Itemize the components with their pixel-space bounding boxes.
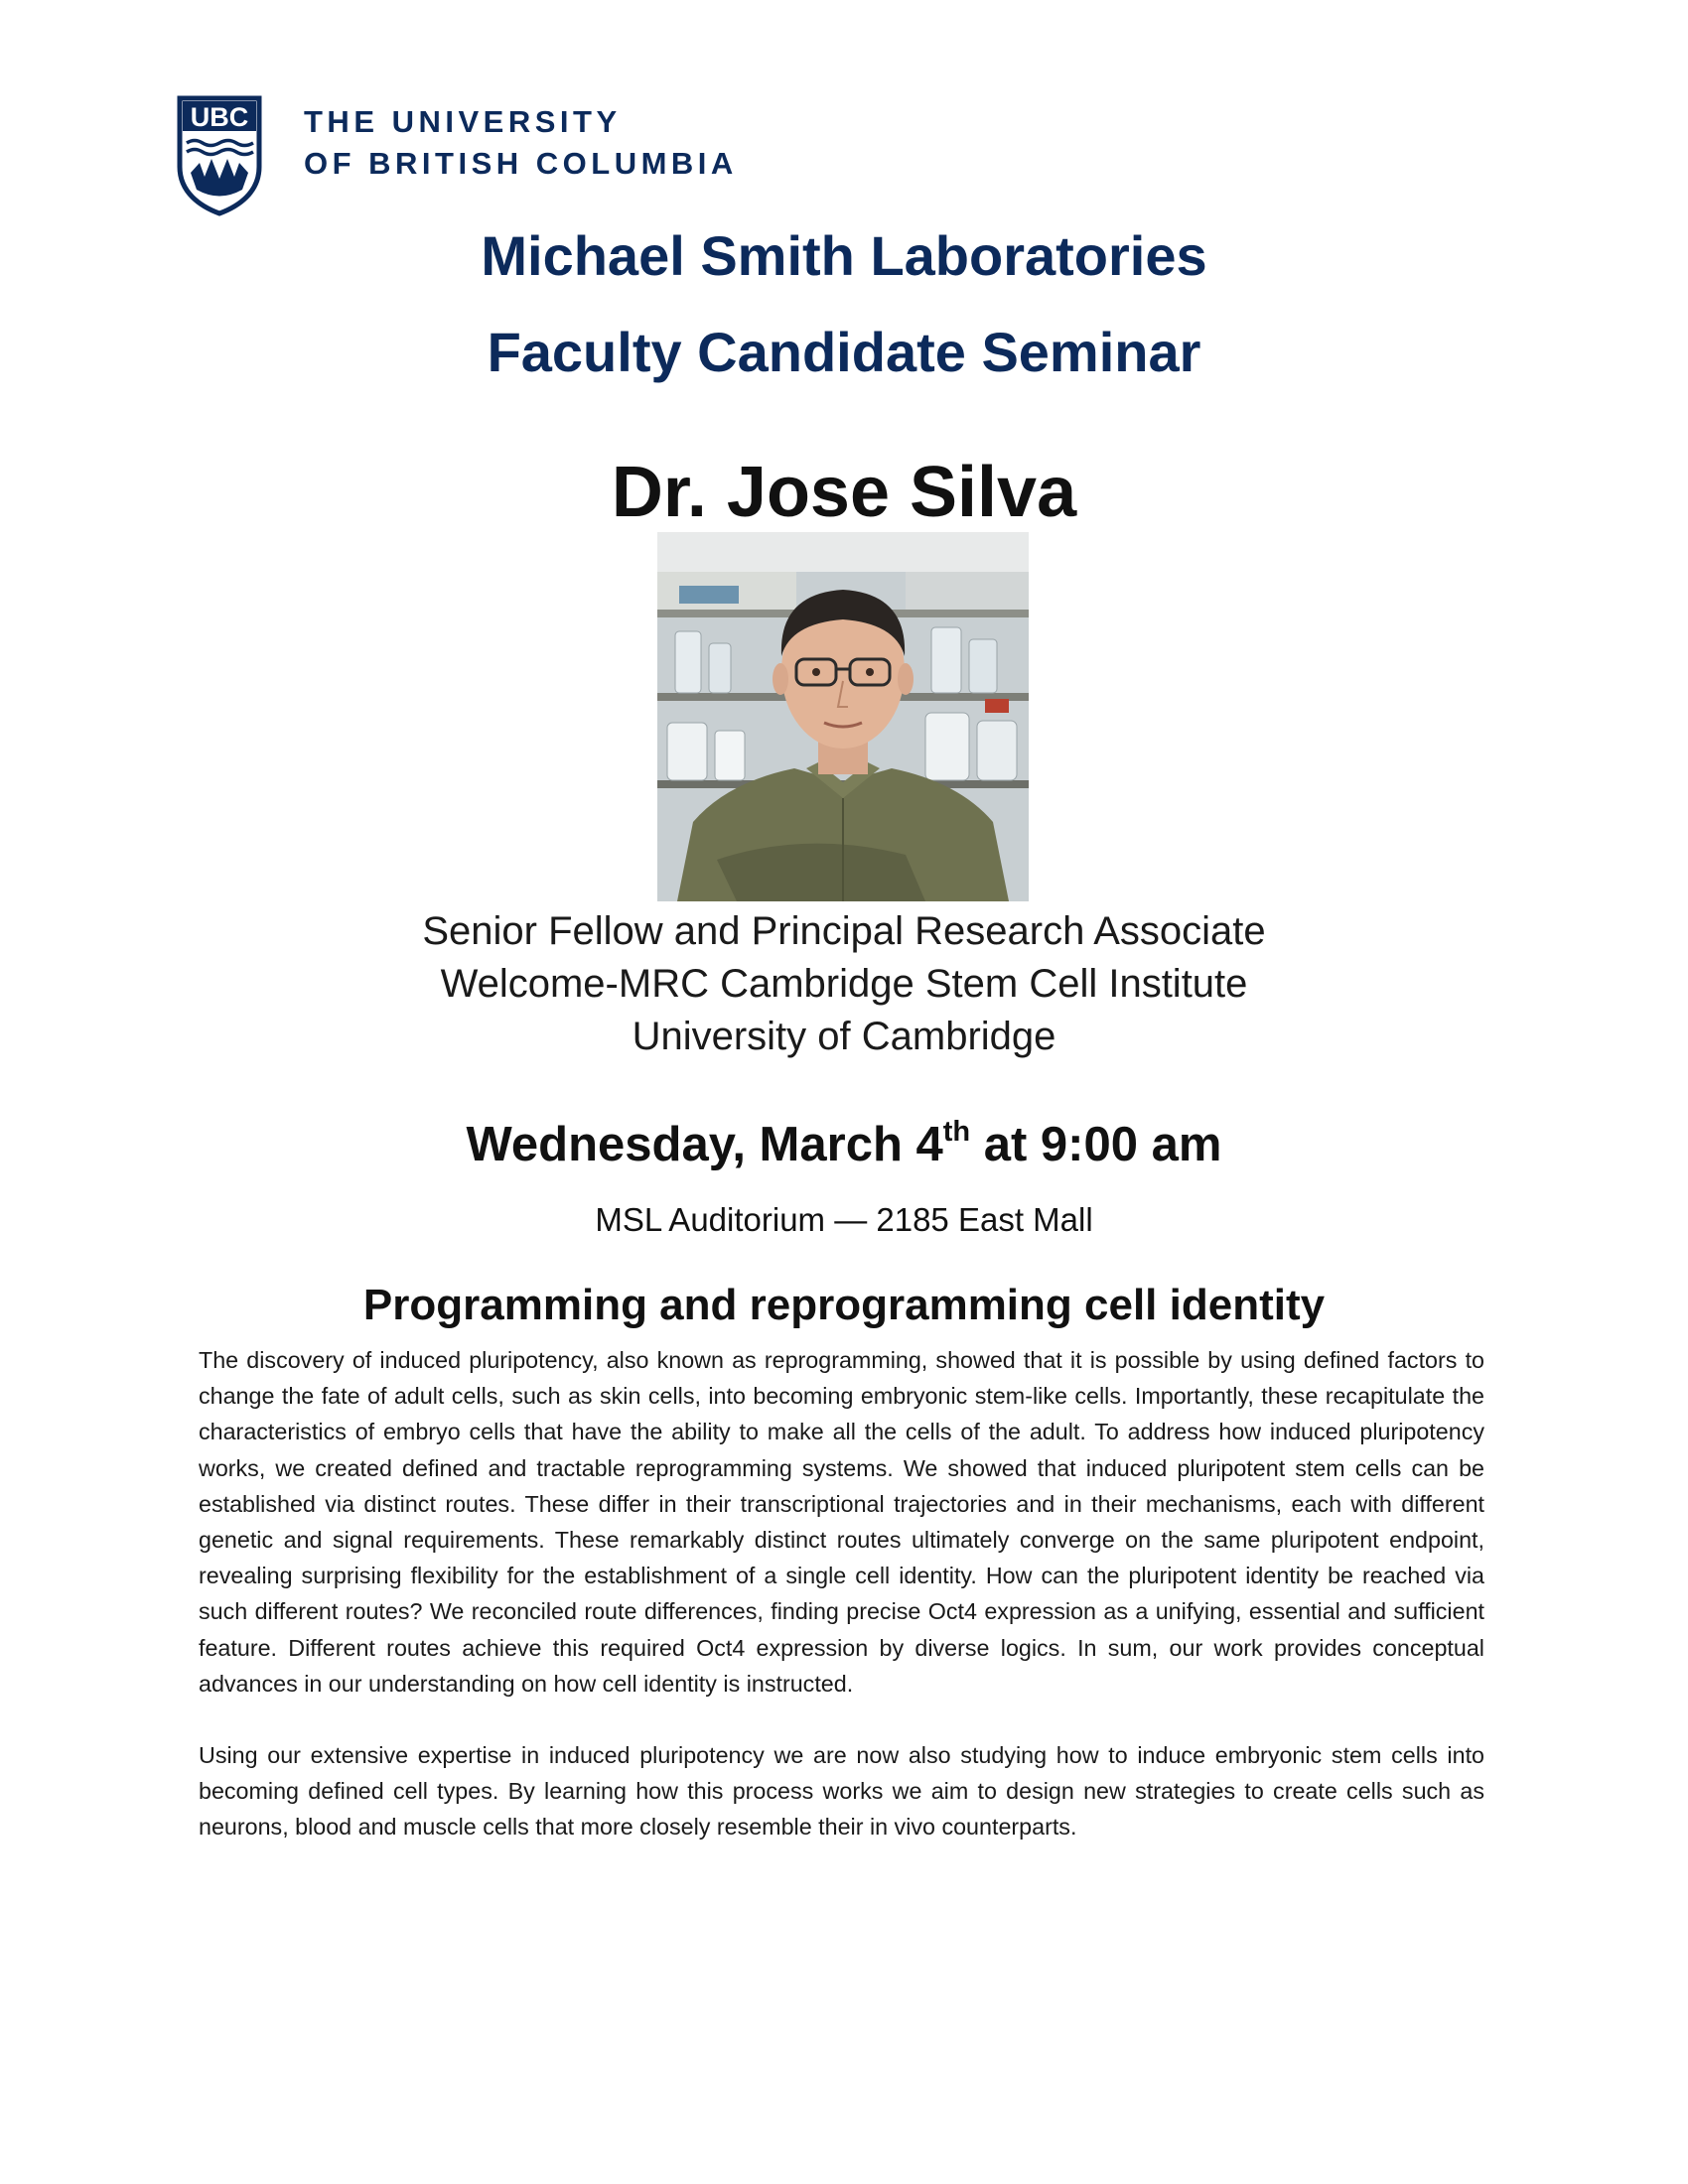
ubc-crest-icon — [177, 95, 262, 216]
event-time: at 9:00 am — [970, 1118, 1222, 1171]
speaker-name: Dr. Jose Silva — [611, 453, 1077, 532]
talk-abstract — [199, 1342, 1484, 1845]
speaker-affiliation — [0, 905, 1688, 1063]
lab-title: Michael Smith Laboratories — [481, 224, 1207, 287]
talk-title: Programming and reprogramming cell identity — [362, 1281, 1326, 1329]
crest-text: UBC — [190, 102, 249, 132]
abstract-paragraph: Using our extensive expertise in induced pluripotency we are now also studying how to induce embryonic stem cells into becoming defined cell types. By learning how this process works we aim to design new strategies to create cells such as neurons, blood and muscle cells that more closely resemble their in vivo counterparts. — [199, 1742, 1484, 1841]
abstract-paragraph: The discovery of induced pluripotency, also known as reprogramming, showed that it is possible by using defined factors to change the fate of adult cells, such as skin cells, into becoming embryonic stem-like cells. Importantly, these recapitulate the characteristics of embryo cells that have the ability to make all the cells of the adult. To address how induced pluripotency works, we created defined and tractable reprogramming systems. We showed that induced pluripotent stem cells can be established via distinct routes. These differ in their transcriptional trajectories and in their mechanisms, each with different genetic and signal requirements. These remarkably distinct routes ultimately converge on the same pluripotent endpoint, revealing surprising flexibility for the establishment of a single cell identity. How can the pluripotent identity be reached via such different routes? We reconciled route differences, finding precise Oct4 expression as a unifying, essential and sufficient feature. Different routes achieve this required Oct4 expression by diverse logics. In sum, our work provides conceptual advances in our understanding on how cell identity is instructed. — [199, 1347, 1484, 1697]
affiliation-line: Senior Fellow and Principal Research Associate — [422, 909, 1266, 953]
affiliation-line: University of Cambridge — [632, 1015, 1056, 1058]
ubc-logo — [177, 95, 773, 218]
event-venue: MSL Auditorium — 2185 East Mall — [595, 1201, 1093, 1238]
university-name-line2: OF BRITISH COLUMBIA — [304, 146, 738, 181]
event-date-ordinal: th — [942, 1116, 971, 1148]
event-date — [0, 1117, 1688, 1172]
seminar-title: Faculty Candidate Seminar — [487, 321, 1201, 383]
university-name — [304, 101, 738, 185]
event-date-main: Wednesday, March 4 — [466, 1118, 943, 1171]
university-name-line1: THE UNIVERSITY — [304, 104, 622, 139]
affiliation-line: Welcome-MRC Cambridge Stem Cell Institute — [440, 962, 1248, 1006]
speaker-portrait-icon — [657, 532, 1029, 901]
